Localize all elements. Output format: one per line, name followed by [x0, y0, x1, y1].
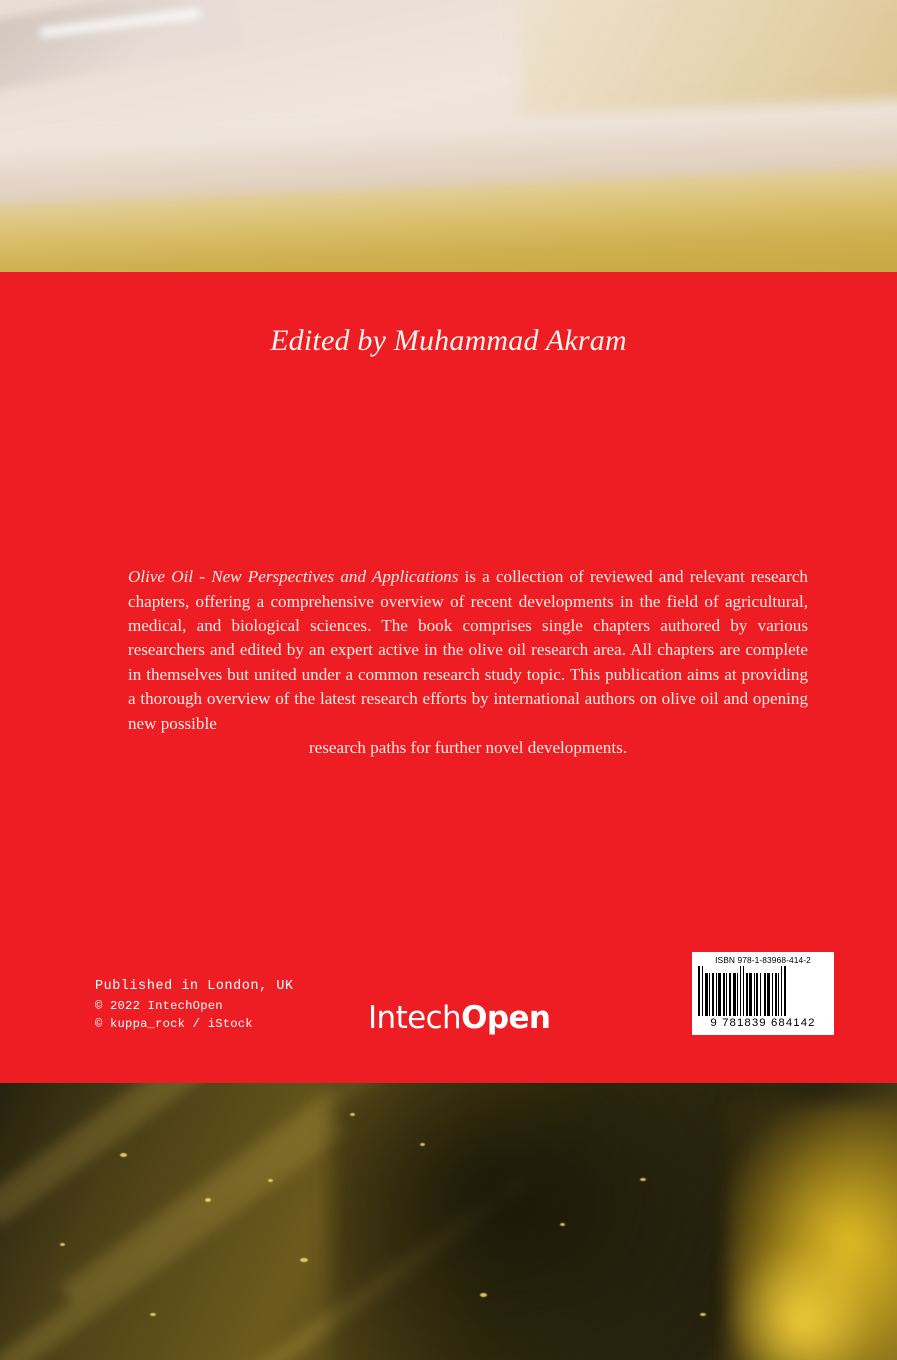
logo-prefix: Intech — [368, 1000, 462, 1036]
blurb-last-line: research paths for further novel developments. — [308, 737, 627, 757]
intechopen-logo — [368, 1000, 550, 1036]
photo-speck — [205, 1198, 211, 1202]
photo-speck — [150, 1313, 156, 1316]
blurb-body: is a collection of reviewed and relevant research chapters, offering a comprehensive overview of recent developments in the field of agricultural, medical, and biological sciences. The book comprises single chapters authored by various researchers and edited by an expert active in the olive oil research area. All chapters are complete in themselves but united under a common research study topic. This publication aims at providing a thorough overview of the latest research efforts by international authors on olive oil and opening new possible — [128, 567, 808, 733]
photo-speck — [60, 1243, 65, 1246]
image-credit-line: © kuppa_rock / iStock — [95, 1017, 253, 1031]
bottom-photo-band — [0, 1083, 897, 1360]
photo-speck — [700, 1313, 706, 1316]
copyright-line: © 2022 IntechOpen — [95, 998, 223, 1013]
isbn-barcode — [692, 952, 834, 1035]
barcode-digits: 9 781839 684142 — [710, 1017, 816, 1029]
top-photo-band — [0, 0, 897, 272]
photo-speck — [560, 1223, 565, 1226]
photo-speck — [268, 1179, 273, 1182]
editor-credit: Edited by Muhammad Akram — [270, 324, 627, 357]
barcode-bars — [698, 966, 828, 1016]
photo-speck — [640, 1178, 646, 1181]
photo-speck — [350, 1113, 355, 1116]
photo-speck — [120, 1153, 127, 1157]
published-location: Published in London, UK — [95, 979, 294, 994]
photo-speck — [480, 1293, 487, 1297]
back-cover-blurb — [128, 565, 808, 760]
logo-suffix: Open — [461, 1000, 551, 1036]
publisher-info — [95, 978, 294, 1034]
photo-speck — [300, 1258, 308, 1262]
isbn-label: ISBN 978-1-83968-414-2 — [715, 955, 811, 965]
photo-shadow — [330, 1083, 750, 1360]
photo-speck — [420, 1143, 425, 1146]
blurb-book-title: Olive Oil - New Perspectives and Applications — [128, 567, 459, 587]
photo-highlight — [727, 1240, 877, 1360]
